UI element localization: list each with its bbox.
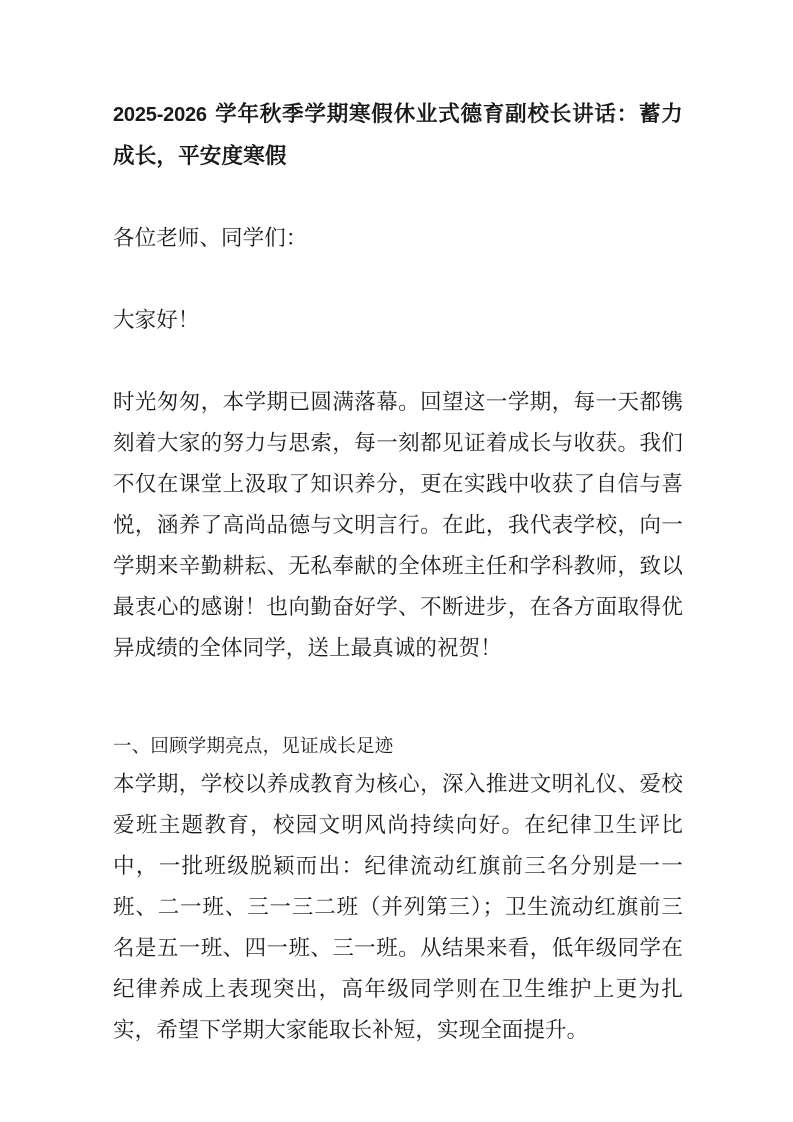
spacer — [113, 710, 683, 730]
section-body-1: 本学期，学校以养成教育为核心，深入推进文明礼仪、爱校爱班主题教育，校园文明风尚持续向好。在纪律卫生评比中，一批班级脱颖而出：纪律流动红旗前三名分别是一一班、二一班、三一三二班（并列第三）；卫生流动红旗前三名是五一班、四一班、三一班。从结果来看，低年级同学在纪律养成上表现突出，高年级同学则在卫生维护上更为扎实，希望下学期大家能取长补短，实现全面提升。 — [113, 772, 683, 1043]
spacer — [113, 177, 683, 218]
document-title-text: 学年秋季学期寒假休业式德育副校长讲话：蓄力成长，平安度寒假 — [113, 102, 683, 169]
intro-paragraph: 时光匆匆，本学期已圆满落幕。回望这一学期，每一天都镌刻着大家的努力与思索，每一刻都见证着成长与收获。我们不仅在课堂上汲取了知识养分，更在实践中收获了自信与喜悦，涵养了高尚品德与文明言行。在此，我代表学校，向一学期来辛勤耕耘、无私奉献的全体班主任和学科教师，致以最衷心的感谢！也向勤奋好学、不断进步，在各方面取得优异成绩的全体同学，送上最真诚的祝贺！ — [113, 390, 683, 661]
spacer — [113, 259, 683, 300]
document-title-years: 2025-2026 — [113, 104, 207, 126]
greeting: 大家好！ — [113, 308, 200, 333]
document-content — [113, 94, 683, 1051]
salutation: 各位老师、同学们： — [113, 226, 308, 251]
spacer — [113, 669, 683, 710]
section-heading-1: 一、回顾学期亮点，见证成长足迹 — [113, 736, 394, 757]
spacer — [113, 341, 683, 382]
document-title — [113, 94, 683, 177]
